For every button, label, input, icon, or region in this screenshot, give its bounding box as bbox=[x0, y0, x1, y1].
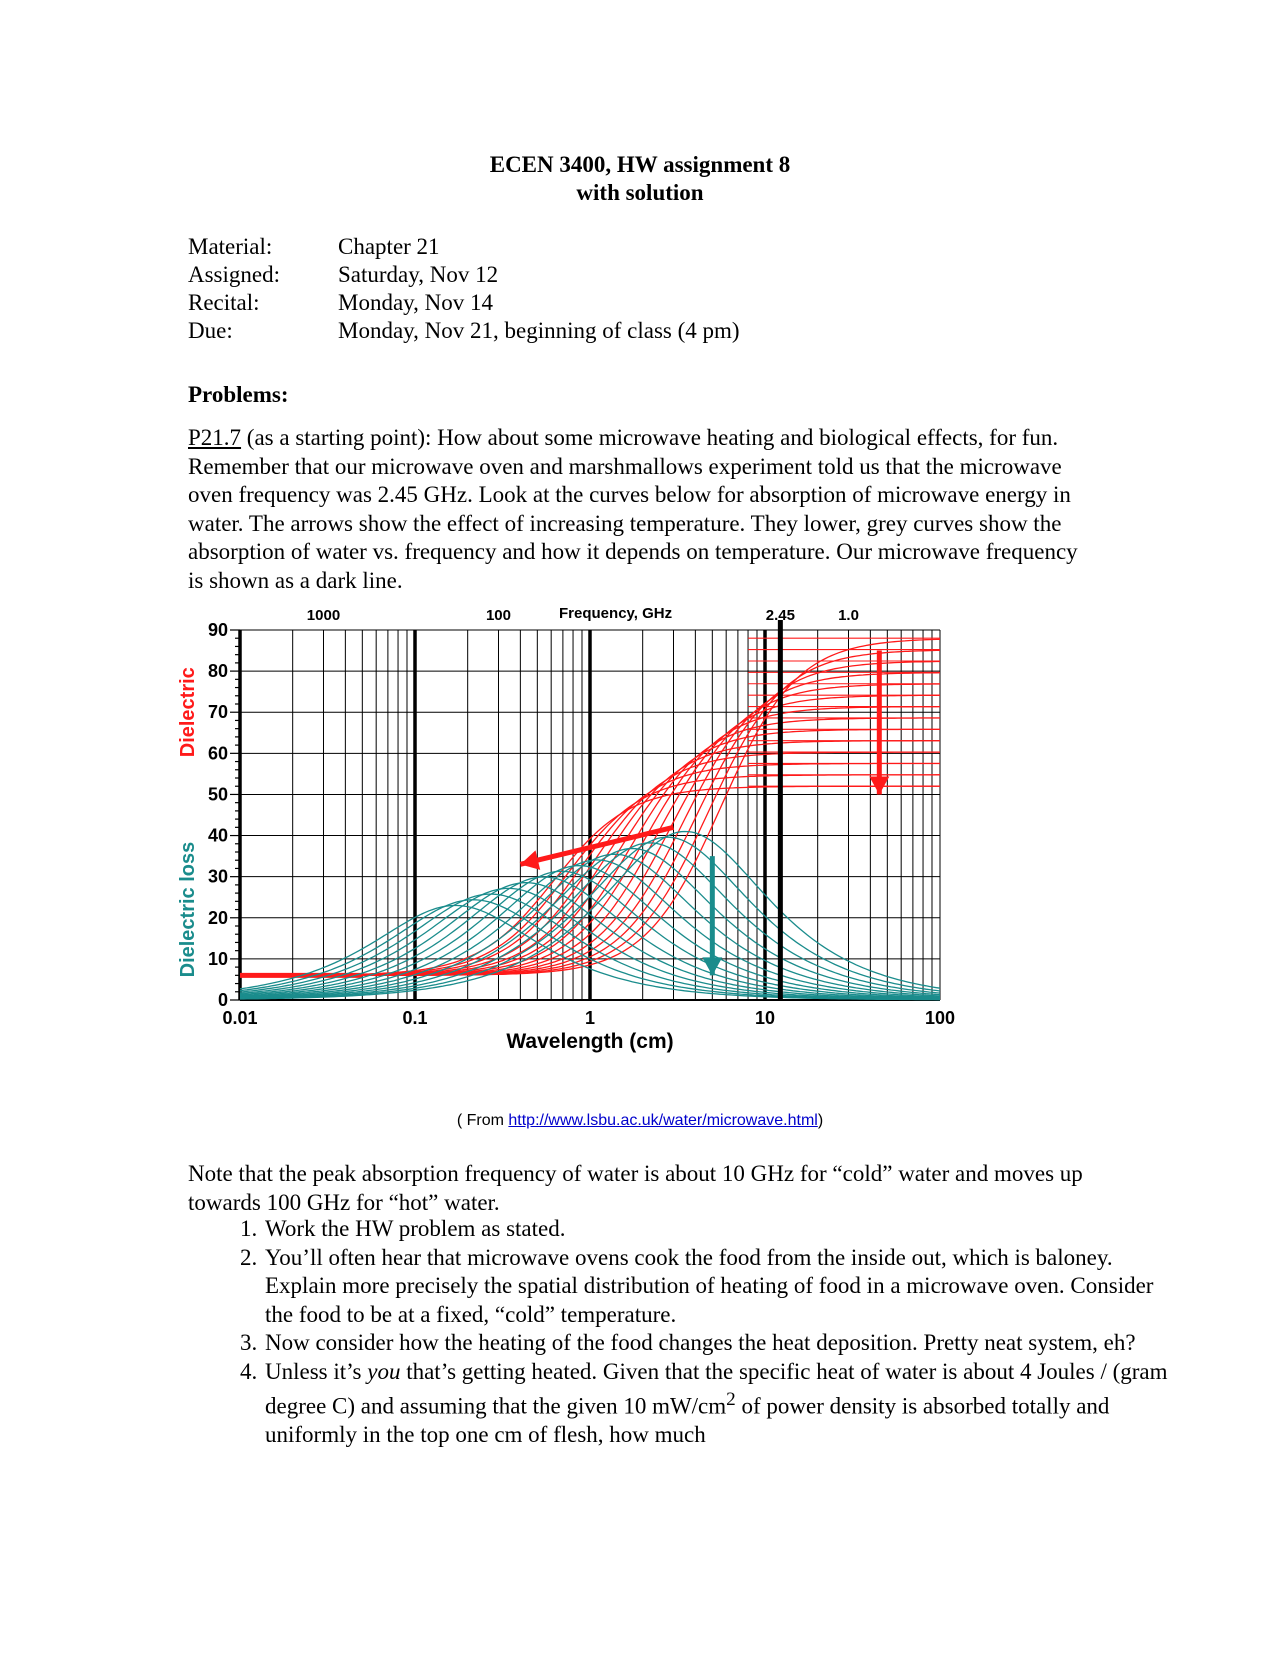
arrow-head bbox=[702, 957, 722, 975]
y-tick-label: 50 bbox=[207, 784, 228, 805]
y-tick-label: 40 bbox=[207, 825, 228, 846]
x-tick-label: 1 bbox=[584, 1008, 596, 1028]
y-tick-label: 0 bbox=[217, 990, 228, 1010]
y-axis-label-dielectric: Dielectric bbox=[177, 667, 199, 758]
meta-material: Material: Chapter 21 bbox=[188, 234, 440, 259]
x-tick-label: 10 bbox=[754, 1008, 776, 1028]
meta-assigned: Assigned: Saturday, Nov 12 bbox=[188, 262, 499, 287]
y-tick-label: 60 bbox=[207, 743, 228, 764]
list-item: 3. Now consider how the heating of the food changes the heat deposition. Pretty neat system, eh? bbox=[263, 1329, 1183, 1358]
x-axis-label: Wavelength (cm) bbox=[506, 1030, 674, 1053]
y-tick-label: 10 bbox=[207, 948, 228, 969]
meta-recital: Recital: Monday, Nov 14 bbox=[188, 290, 494, 315]
top-tick-label: 1.0 bbox=[838, 607, 859, 624]
absorption-chart bbox=[177, 605, 1020, 1130]
source-link[interactable]: http://www.lsbu.ac.uk/water/microwave.html bbox=[508, 1112, 818, 1129]
intro-paragraph: P21.7 (as a starting point): How about some microwave heating and biological effects, for fun. Remember that our microwave oven and marshmallows experiment told us that the microwave oven frequency was 2.45 GHz. Look at the curves below for absorption of microwave energy in water. The arrows show the effect of increasing temperature. They lower, grey curves show the absorption of water vs. frequency and how it depends on temperature. Our microwave frequency is shown as a dark line. bbox=[188, 425, 1078, 593]
y-tick-label: 80 bbox=[207, 661, 228, 682]
meta-due: Due: Monday, Nov 21, beginning of class (4 pm) bbox=[188, 318, 740, 343]
doc-title: ECEN 3400, HW assignment 8 bbox=[489, 152, 791, 177]
x-tick-label: 100 bbox=[924, 1008, 956, 1028]
list-item: 4. Unless it’s you that’s getting heated. Given that the specific heat of water is about 4 Joules / (gram degree C) and assuming that the given 10 $mW/cm^2$ of power density is absorbed totally and uniformly in the top one cm of flesh, how much bbox=[263, 1358, 1183, 1450]
temperature-arrow-loss bbox=[702, 856, 722, 975]
top-tick-label: 1000 bbox=[306, 607, 341, 624]
question-list bbox=[188, 1215, 1183, 1450]
chart-grid bbox=[230, 630, 940, 1000]
x-tick-label: 0.01 bbox=[222, 1008, 258, 1028]
problems-heading: Problems: bbox=[188, 382, 289, 407]
chart-source: ( From http://www.lsbu.ac.uk/water/microwave.html) bbox=[456, 1112, 824, 1129]
top-tick-label: 2.45 bbox=[765, 607, 795, 624]
doc-subtitle: with solution bbox=[576, 180, 704, 205]
problem-ref-link[interactable]: P21.7 bbox=[188, 425, 242, 450]
x-tick-label: 0.1 bbox=[402, 1008, 428, 1028]
y-tick-label: 30 bbox=[207, 866, 228, 887]
y-axis-label-loss: Dielectric loss bbox=[177, 841, 199, 978]
y-tick-label: 70 bbox=[207, 702, 228, 723]
list-item: 2. You’ll often hear that microwave ovens cook the food from the inside out, which is baloney. Explain more precisely the spatial distribution of heating of food in a microwave oven. Consider the food to be at a fixed, “cold” temperature. bbox=[263, 1244, 1183, 1330]
y-tick-label: 90 bbox=[207, 620, 228, 640]
chart-title: Frequency, GHz bbox=[559, 605, 673, 622]
chart-svg bbox=[177, 605, 1020, 1130]
list-item: 1. Work the HW problem as stated. bbox=[263, 1215, 1183, 1244]
top-tick-label: 100 bbox=[485, 607, 512, 624]
arrow-head bbox=[869, 776, 889, 794]
y-tick-label: 20 bbox=[207, 907, 228, 928]
note-paragraph: Note that the peak absorption frequency of water is about 10 GHz for “cold” water and moves up towards 100 GHz for “hot” water. bbox=[188, 1161, 1083, 1215]
